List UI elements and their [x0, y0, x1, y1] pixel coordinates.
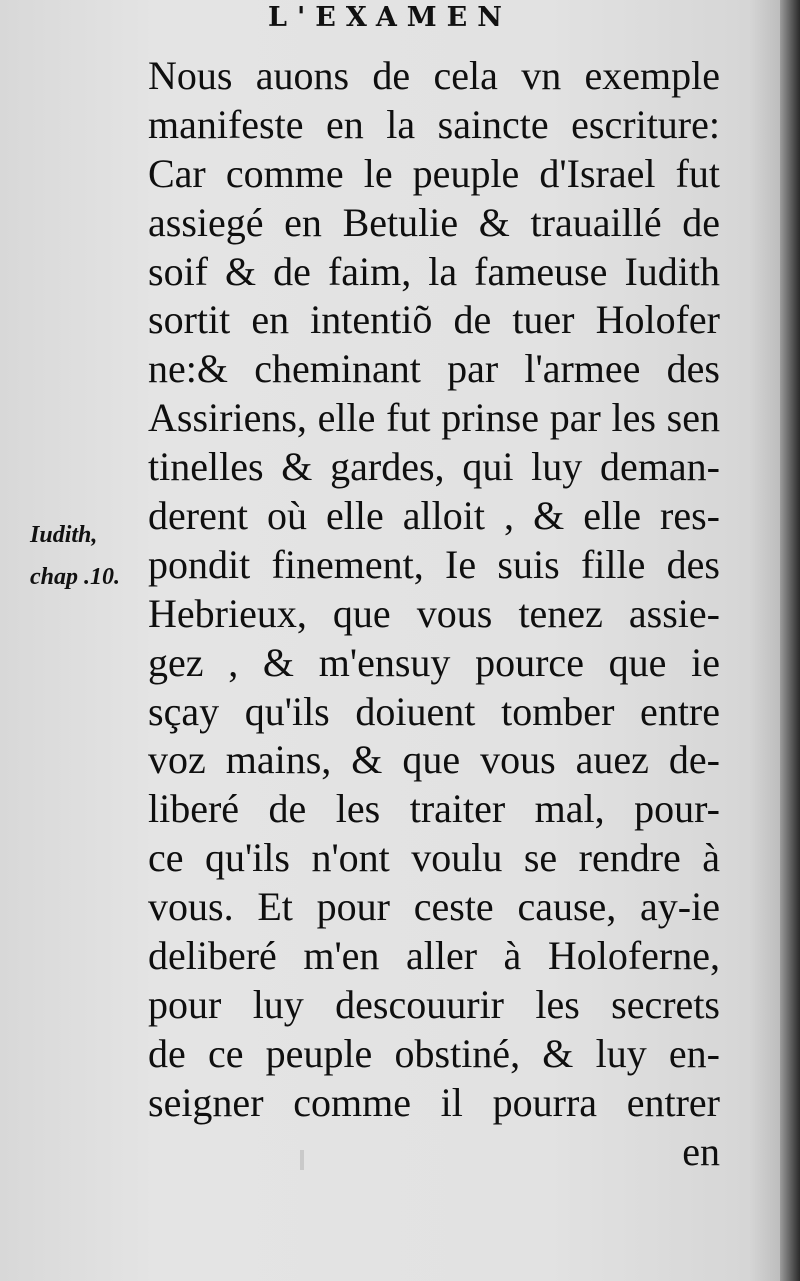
text-line: sçay qu'ils doiuent tomber entre	[148, 688, 720, 734]
text-line: gez , & m'ensuy pource que ie	[148, 639, 720, 685]
text-line: Hebrieux, que vous tenez assie-	[148, 590, 720, 636]
body-text	[148, 52, 720, 1176]
text-line: pour luy descouurir les secrets	[148, 981, 720, 1027]
margin-reference-note	[30, 516, 120, 592]
text-line: liberé de les traiter mal, pour-	[148, 786, 720, 832]
text-line: Nous auons de cela vn exemple	[148, 53, 720, 98]
margin-note-line-1: Iudith,	[30, 522, 98, 548]
text-line: Car comme le peuple d'Israel fut	[148, 150, 720, 196]
text-line: Assiriens, elle fut prinse par les sen	[148, 395, 720, 441]
text-line: soif & de faim, la fameuse Iudith	[148, 248, 720, 294]
text-line: tinelles & gardes, qui luy deman-	[148, 444, 720, 490]
text-line: ne:& cheminant par l'armee des	[148, 346, 720, 392]
text-line: deliberé m'en aller à Holoferne,	[148, 933, 720, 979]
text-line: de ce peuple obstiné, & luy en-	[148, 1030, 720, 1076]
text-line: pondit finement, Ie suis fille des	[148, 541, 720, 587]
text-line: seigner comme il pourra entrer	[148, 1079, 720, 1125]
text-line: ce qu'ils n'ont voulu se rendre à	[148, 835, 720, 881]
margin-note-line-2: chap .10.	[30, 564, 120, 590]
text-line: derent où elle alloit , & elle res-	[148, 493, 720, 539]
text-line: voz mains, & que vous auez de-	[148, 737, 720, 783]
text-line: manifeste en la saincte escriture:	[148, 101, 720, 147]
catchword: en	[682, 1128, 720, 1174]
text-line: vous. Et pour ceste cause, ay-ie	[148, 884, 720, 930]
running-header: L'EXAMEN	[268, 2, 512, 33]
page-edge-shadow	[780, 0, 800, 1281]
text-line: assiegé en Betulie & trauaillé de	[148, 199, 720, 245]
text-line: sortit en intentiõ de tuer Holofer	[148, 297, 720, 343]
